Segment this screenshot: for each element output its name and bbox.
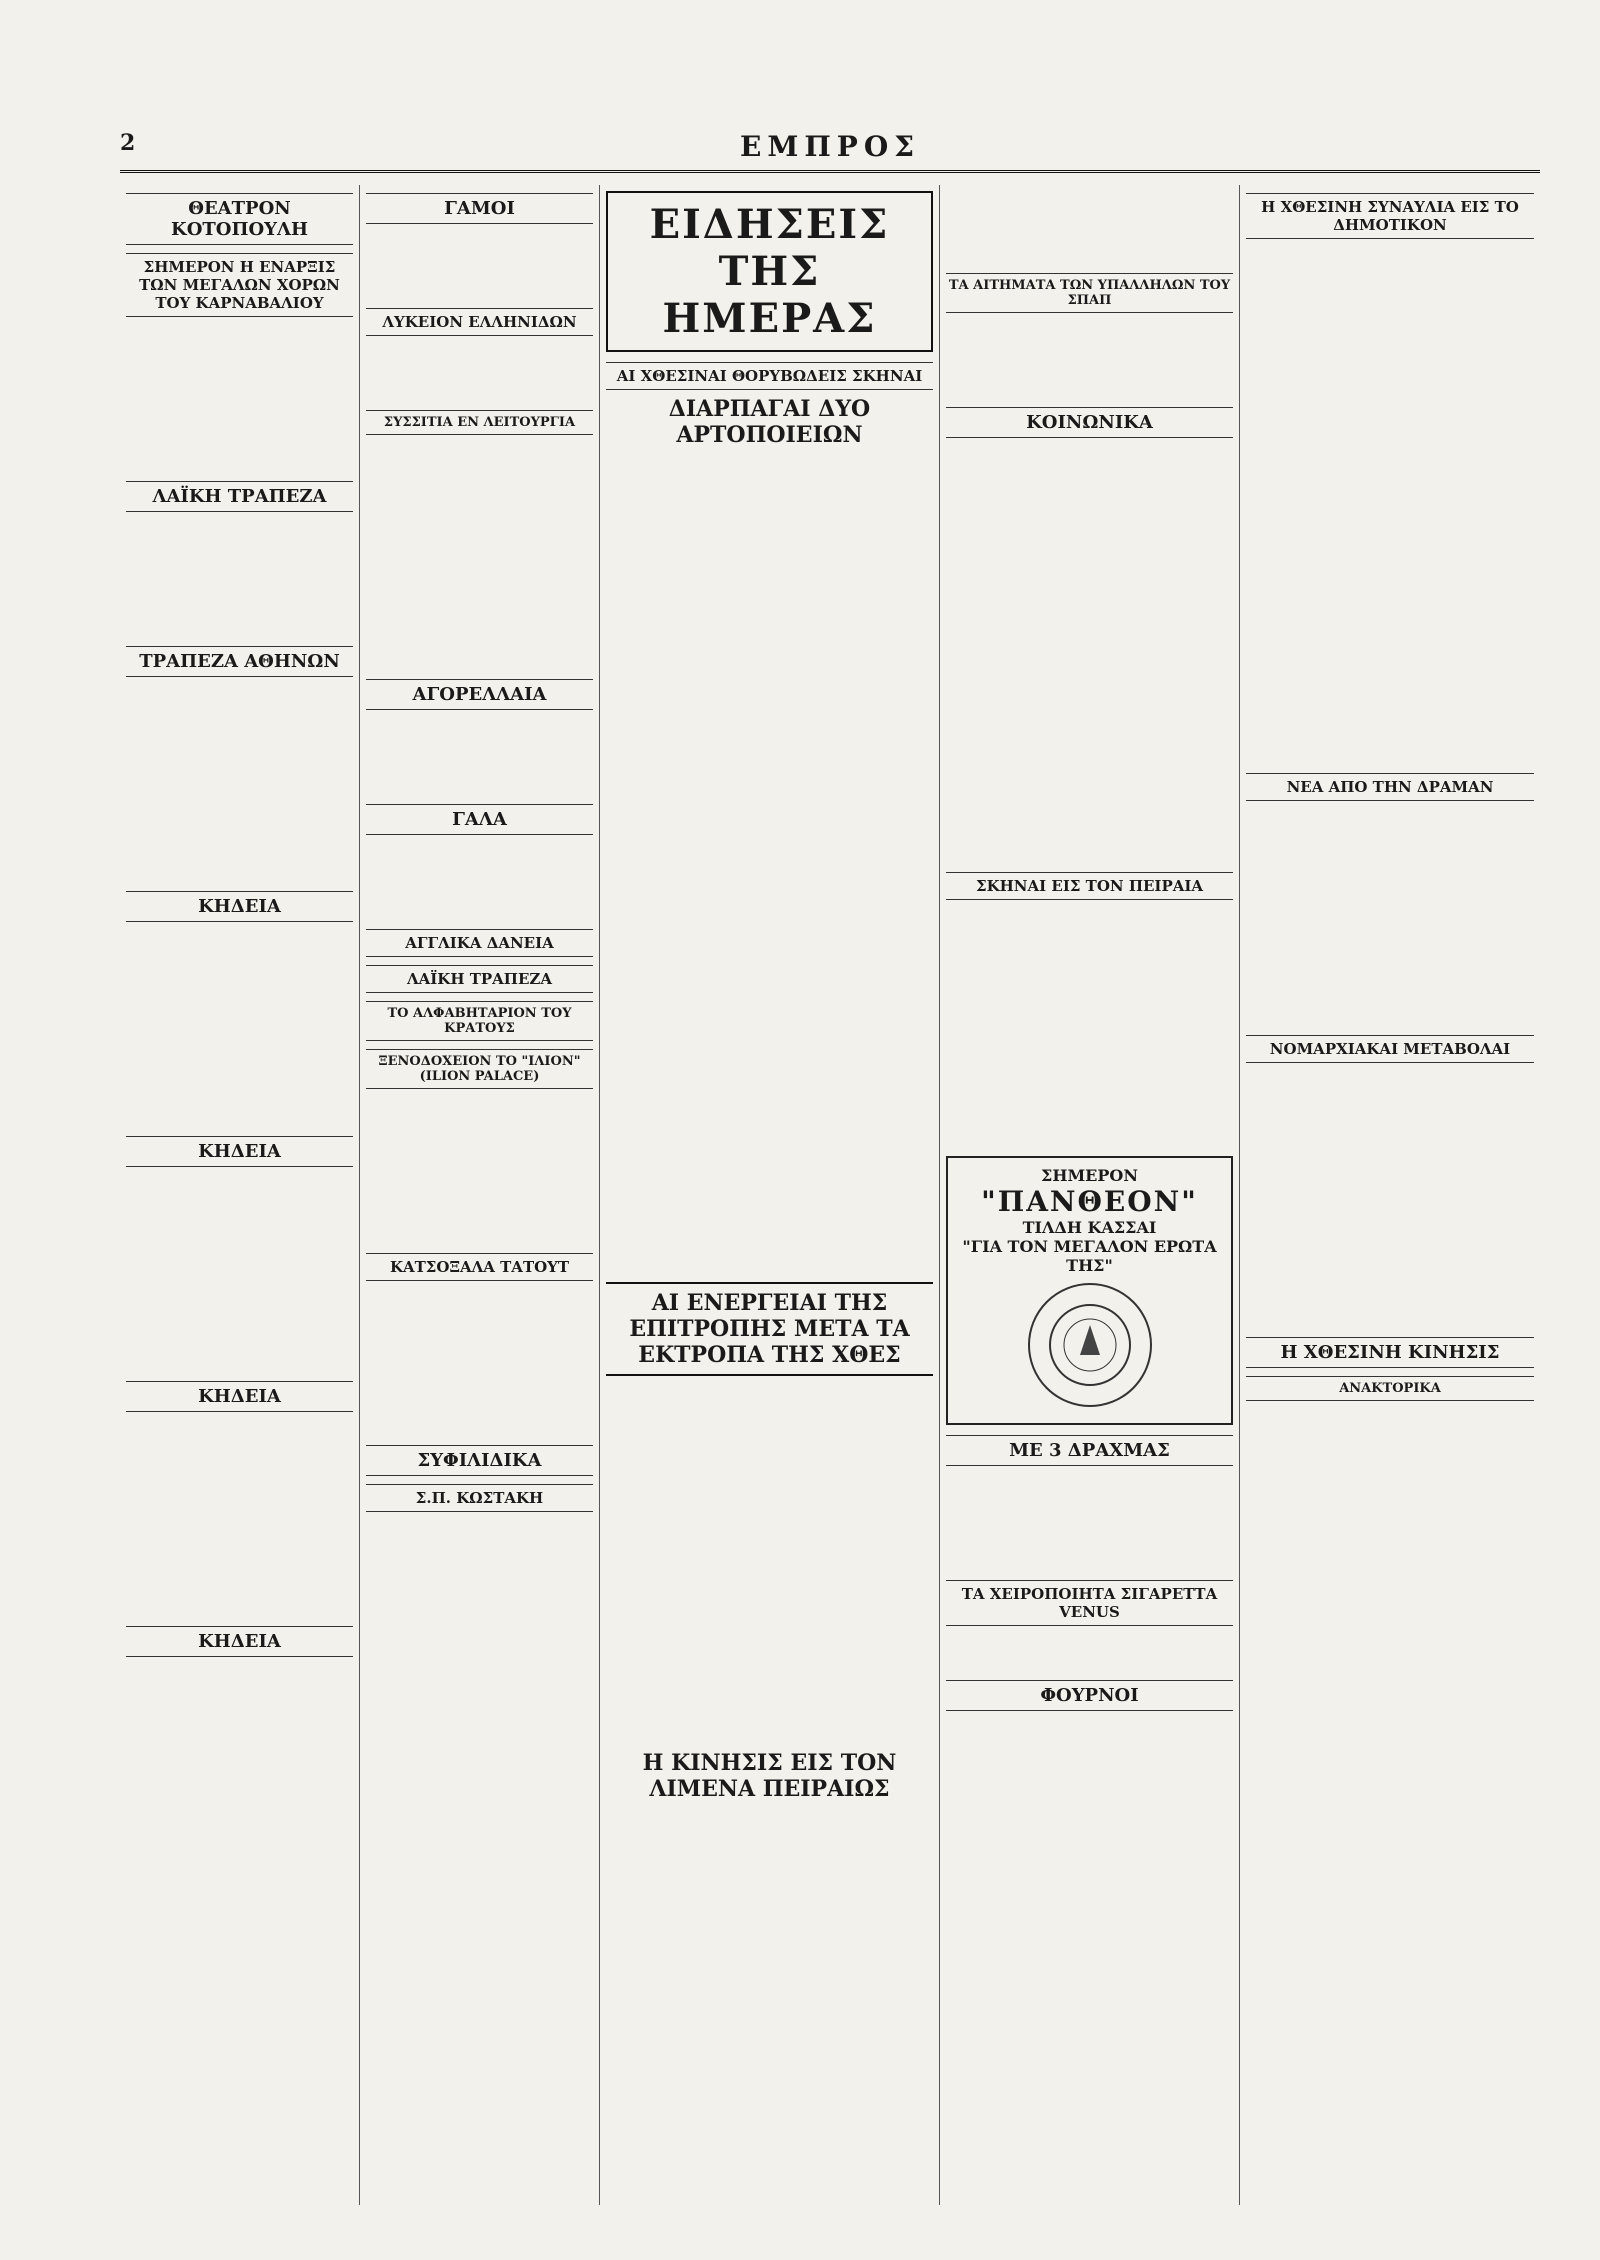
text-block	[366, 716, 593, 796]
text-block	[606, 454, 933, 1274]
headline: ΤΑ ΑΙΤΗΜΑΤΑ ΤΩΝ ΥΠΑΛΛΗΛΩΝ ΤΟΥ ΣΠΑΠ	[946, 273, 1233, 313]
column-2	[360, 185, 600, 2205]
headline: ΚΗΔΕΙΑ	[126, 891, 353, 922]
headline: ΚΗΔΕΙΑ	[126, 1136, 353, 1167]
headline: ΣΗΜΕΡΟΝ Η ΕΝΑΡΞΙΣ ΤΩΝ ΜΕΓΑΛΩΝ ΧΟΡΩΝ ΤΟΥ ΚΑΡΝΑΒΑΛΙΟΥ	[126, 253, 353, 317]
text-block	[946, 319, 1233, 399]
newspaper-title: ΕΜΠΡΟΣ	[739, 130, 921, 163]
headline: ΑΓΓΛΙΚΑ ΔΑΝΕΙΑ	[366, 929, 593, 957]
text-block	[946, 1472, 1233, 1572]
ad-title: "ΠΑΝΘΕΟΝ"	[981, 1185, 1198, 1218]
text-block	[1246, 245, 1534, 765]
headline: ΑΙ ΕΝΕΡΓΕΙΑΙ ΤΗΣ ΕΠΙΤΡΟΠΗΣ ΜΕΤΑ ΤΑ ΕΚΤΡΟΠΑ ΤΗΣ ΧΘΕΣ	[606, 1282, 933, 1376]
headline: ΝΕΑ ΑΠΟ ΤΗΝ ΔΡΑΜΑΝ	[1246, 773, 1534, 801]
text-block	[366, 841, 593, 921]
newspaper-page	[120, 110, 1540, 2210]
text-block	[946, 185, 1233, 265]
headline: ΣΥΣΣΙΤΙΑ ΕΝ ΛΕΙΤΟΥΡΓΙΑ	[366, 410, 593, 435]
text-block	[126, 928, 353, 1128]
ad-subtitle: ΤΙΛΔΗ ΚΑΣΣΑΙ	[1022, 1218, 1157, 1237]
headline: ΚΗΔΕΙΑ	[126, 1626, 353, 1657]
headline: ΑΙ ΧΘΕΣΙΝΑΙ ΘΟΡΥΒΩΔΕΙΣ ΣΚΗΝΑΙ	[606, 362, 933, 390]
column-5	[1240, 185, 1540, 2205]
headline: ΑΝΑΚΤΟΡΙΚΑ	[1246, 1376, 1534, 1401]
headline: ΓΑΛΑ	[366, 804, 593, 835]
text-block	[366, 342, 593, 402]
text-block	[1246, 1407, 1534, 1807]
headline: ΚΟΙΝΩΝΙΚΑ	[946, 407, 1233, 438]
headline: ΘΕΑΤΡΟΝ ΚΟΤΟΠΟΥΛΗ	[126, 193, 353, 245]
advertisement-pantheon	[946, 1156, 1233, 1425]
headline: ΑΓΟΡΕΛΛΑΙΑ	[366, 679, 593, 710]
seal-emblem-icon	[1028, 1283, 1152, 1407]
text-block	[1246, 807, 1534, 1027]
page-number: 2	[120, 130, 136, 156]
ad-pretitle: ΣΗΜΕΡΟΝ	[1041, 1166, 1138, 1185]
headline: ΛΑΪΚΗ ΤΡΑΠΕΖΑ	[126, 481, 353, 512]
headline: ΔΙΑΡΠΑΓΑΙ ΔΥΟ ΑΡΤΟΠΟΙΕΙΩΝ	[668, 396, 871, 448]
headline: Η ΚΙΝΗΣΙΣ ΕΙΣ ΤΟΝ ΛΙΜΕΝΑ ΠΕΙΡΑΙΩΣ	[642, 1750, 897, 1802]
headline-main: ΕΙΔΗΣΕΙΣ ΤΗΣ ΗΜΕΡΑΣ	[606, 191, 933, 352]
seal-emblem-icon	[1045, 1300, 1135, 1390]
column-4	[940, 185, 1240, 2205]
text-block	[946, 444, 1233, 864]
headline: ΣΚΗΝΑΙ ΕΙΣ ΤΟΝ ΠΕΙΡΑΙΑ	[946, 872, 1233, 900]
text-block	[1246, 1069, 1534, 1329]
text-block	[366, 441, 593, 671]
headline: ΦΟΥΡΝΟΙ	[946, 1680, 1233, 1711]
text-block	[366, 230, 593, 300]
text-block	[946, 906, 1233, 1146]
headline: ΞΕΝΟΔΟΧΕΙΟΝ ΤΟ "ΙΛΙΟΝ" (ILION PALACE)	[366, 1049, 593, 1089]
headline: ΓΑΜΟΙ	[366, 193, 593, 224]
headline: Η ΧΘΕΣΙΝΗ ΚΙΝΗΣΙΣ	[1246, 1337, 1534, 1368]
headline: Σ.Π. ΚΩΣΤΑΚΗ	[366, 1484, 593, 1512]
text-block	[126, 683, 353, 883]
text-block	[126, 323, 353, 473]
headline: ΤΟ ΑΛΦΑΒΗΤΑΡΙΟΝ ΤΟΥ ΚΡΑΤΟΥΣ	[366, 1001, 593, 1041]
text-block	[366, 1095, 593, 1245]
text-block	[126, 518, 353, 638]
headline: ΣΥΦΙΛΙΔΙΚΑ	[366, 1445, 593, 1476]
headline: ΜΕ 3 ΔΡΑΧΜΑΣ	[946, 1435, 1233, 1466]
columns	[120, 185, 1540, 2205]
text-block	[366, 1287, 593, 1437]
headline: ΤΡΑΠΕΖΑ ΑΘΗΝΩΝ	[126, 646, 353, 677]
masthead	[120, 130, 1540, 173]
ad-subtitle: "ΓΙΑ ΤΟΝ ΜΕΓΑΛΟΝ ΕΡΩΤΑ ΤΗΣ"	[962, 1237, 1217, 1275]
text-block	[946, 1632, 1233, 1672]
text-block	[606, 1382, 933, 1742]
column-3	[600, 185, 940, 2205]
headline: ΚΗΔΕΙΑ	[126, 1381, 353, 1412]
headline: ΤΑ ΧΕΙΡΟΠΟΙΗΤΑ ΣΙΓΑΡΕΤΤΑ VENUS	[946, 1580, 1233, 1626]
headline: ΛΥΚΕΙΟΝ ΕΛΛΗΝΙΔΩΝ	[366, 308, 593, 336]
column-1	[120, 185, 360, 2205]
text-block	[126, 1418, 353, 1618]
headline: ΝΟΜΑΡΧΙΑΚΑΙ ΜΕΤΑΒΟΛΑΙ	[1246, 1035, 1534, 1063]
text-block	[126, 1173, 353, 1373]
headline: ΚΑΤΣΟΞΑΛΑ ΤΑΤΟΥΤ	[366, 1253, 593, 1281]
headline: Η ΧΘΕΣΙΝΗ ΣΥΝΑΥΛΙΑ ΕΙΣ ΤΟ ΔΗΜΟΤΙΚΟΝ	[1246, 193, 1534, 239]
headline: ΛΑΪΚΗ ΤΡΑΠΕΖΑ	[366, 965, 593, 993]
